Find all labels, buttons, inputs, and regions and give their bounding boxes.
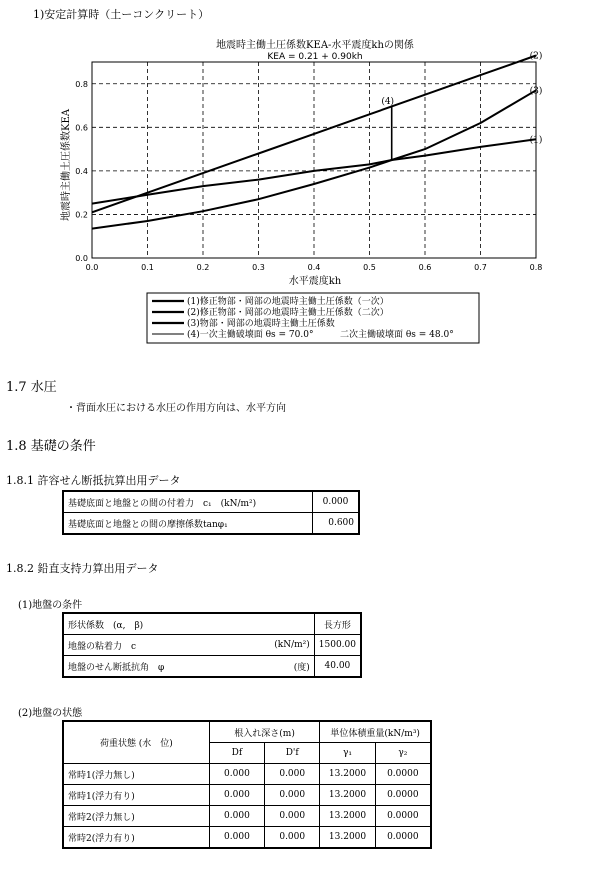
x-tick-label: 0.7 xyxy=(474,263,487,272)
table-row xyxy=(63,513,359,535)
x-tick-label: 0.1 xyxy=(141,263,154,272)
cell-gamma2: 0.0000 xyxy=(375,806,431,827)
cell-gamma1: 13.2000 xyxy=(320,827,375,849)
row-value: 長方形 xyxy=(314,613,361,635)
table-row xyxy=(63,491,359,513)
x-tick-label: 0.8 xyxy=(529,263,543,272)
y-axis-label: 地震時主働土圧係数KEA xyxy=(61,109,72,221)
row-value: 0.000 xyxy=(313,491,360,513)
table-row xyxy=(63,764,431,785)
table-row xyxy=(63,656,361,678)
cell-df: 0.000 xyxy=(209,764,264,785)
legend-item-3: (3)物部・岡部の地震時主働土圧係数 xyxy=(187,319,335,329)
x-tick-label: 0.0 xyxy=(85,263,99,272)
table-row xyxy=(63,827,431,849)
cell-load-state: 常時1(浮力無し) xyxy=(63,764,209,785)
cell-dfp: 0.000 xyxy=(265,764,320,785)
header-unit-weight: 単位体積重量(kN/m³) xyxy=(320,721,431,743)
curve-label: (2) xyxy=(529,51,543,62)
x-tick-label: 0.4 xyxy=(307,263,321,272)
cell-gamma1: 13.2000 xyxy=(320,764,375,785)
x-tick-label: 0.5 xyxy=(363,263,376,272)
x-tick-label: 0.2 xyxy=(196,263,210,272)
cell-gamma2: 0.0000 xyxy=(375,827,431,849)
y-tick-label: 0.8 xyxy=(75,79,88,89)
curve-label: (3) xyxy=(529,86,543,97)
header-gamma2: γ₂ xyxy=(375,743,431,764)
y-tick-label: 0.2 xyxy=(75,210,88,220)
y-tick-label: 0.6 xyxy=(75,123,88,133)
chart-subtitle: KEA = 0.21 + 0.90kh xyxy=(267,52,363,62)
row-label: 地盤の粘着力 c xyxy=(63,635,219,656)
sub2-heading: (2)地盤の状態 xyxy=(18,708,83,719)
header-load-state: 荷重状態 (水 位) xyxy=(63,721,209,764)
header-dfp: D'f xyxy=(265,743,320,764)
chart xyxy=(0,0,594,360)
sec18-heading: 1.8 基礎の条件 xyxy=(6,439,96,454)
cell-df: 0.000 xyxy=(209,806,264,827)
cell-gamma2: 0.0000 xyxy=(375,764,431,785)
sec17-heading: 1.7 水圧 xyxy=(6,380,57,395)
row-unit: (度) xyxy=(219,656,314,678)
x-tick-label: 0.6 xyxy=(418,263,432,272)
sub1-heading: (1)地盤の条件 xyxy=(18,600,83,611)
ground-state-table xyxy=(62,720,432,849)
row-value: 1500.00 xyxy=(314,635,361,656)
header-gamma1: γ₁ xyxy=(320,743,375,764)
header-depth: 根入れ深さ(m) xyxy=(209,721,320,743)
curve-label: (1) xyxy=(529,135,543,146)
x-tick-label: 0.3 xyxy=(252,263,265,272)
cell-load-state: 常時2(浮力有り) xyxy=(63,827,209,849)
row-value: 40.00 xyxy=(314,656,361,678)
legend-item-5: 二次主働破壊面 θs = 48.0° xyxy=(340,330,454,340)
cell-load-state: 常時1(浮力有り) xyxy=(63,785,209,806)
x-axis-label: 水平震度kh xyxy=(288,276,342,287)
cell-dfp: 0.000 xyxy=(265,827,320,849)
row-value: 0.600 xyxy=(313,513,360,535)
table-header-row xyxy=(63,721,431,743)
section-header: 1)安定計算時（土ーコンクリート） xyxy=(33,8,210,21)
chart-title: 地震時主働土圧係数KEA-水平震度khの関係 xyxy=(216,40,414,51)
row-label: 基礎底面と地盤との間の付着力 c₁ (kN/m²) xyxy=(63,491,313,513)
cell-gamma1: 13.2000 xyxy=(320,785,375,806)
y-tick-label: 0.0 xyxy=(75,254,88,263)
cell-load-state: 常時2(浮力無し) xyxy=(63,806,209,827)
table-row xyxy=(63,785,431,806)
row-unit: (kN/m²) xyxy=(219,635,314,656)
cell-gamma2: 0.0000 xyxy=(375,785,431,806)
cell-dfp: 0.000 xyxy=(265,806,320,827)
cell-df: 0.000 xyxy=(209,827,264,849)
row-label: 地盤のせん断抵抗角 φ xyxy=(63,656,219,678)
row-unit xyxy=(219,613,314,635)
legend-item-4: (4)一次主働破壊面 θs = 70.0° xyxy=(187,330,314,340)
table-row xyxy=(63,613,361,635)
y-tick-label: 0.4 xyxy=(75,166,88,176)
curve-label: (4) xyxy=(381,97,395,108)
cell-gamma1: 13.2000 xyxy=(320,806,375,827)
ground-conditions-table xyxy=(62,612,362,678)
cell-dfp: 0.000 xyxy=(265,785,320,806)
cell-df: 0.000 xyxy=(209,785,264,806)
sec182-heading: 1.8.2 鉛直支持力算出用データ xyxy=(6,562,159,575)
legend-item-1: (1)修正物部・岡部の地震時主働土圧係数（一次） xyxy=(187,297,389,307)
header-df: Df xyxy=(209,743,264,764)
sec181-heading: 1.8.1 許容せん断抵抗算出用データ xyxy=(6,474,181,487)
table-row xyxy=(63,806,431,827)
row-label: 形状係数 (α, β) xyxy=(63,613,219,635)
adhesion-table xyxy=(62,490,360,535)
sec17-bullet: ・背面水圧における水圧の作用方向は、水平方向 xyxy=(66,403,286,414)
row-label: 基礎底面と地盤との間の摩擦係数tanφ₁ xyxy=(63,513,313,535)
table-row xyxy=(63,635,361,656)
legend-item-2: (2)修正物部・岡部の地震時主働土圧係数（二次） xyxy=(187,308,389,318)
